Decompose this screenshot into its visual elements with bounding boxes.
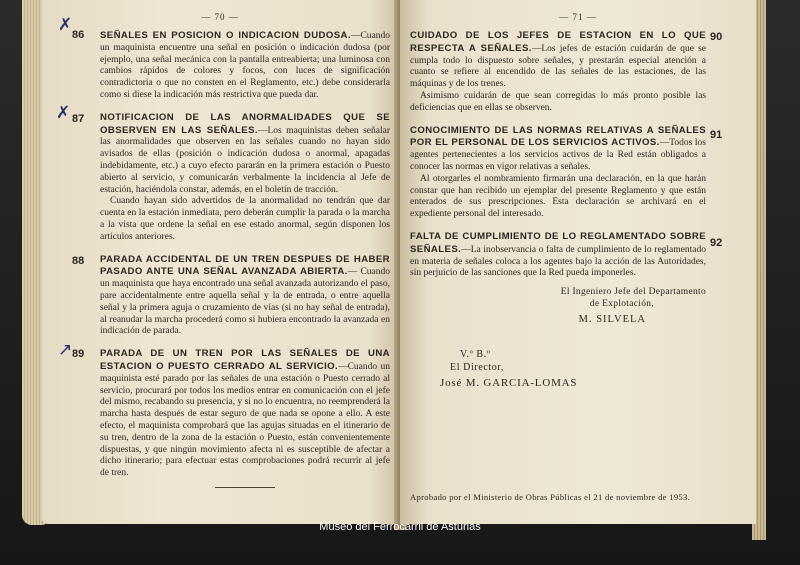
article-paragraph: —Todos los agentes pertenecientes a los servicios activos de la Red están obligados a conocer las normas en vigor relativas a señales. bbox=[410, 138, 706, 172]
article-number-87: 87 bbox=[72, 113, 85, 125]
director-title: El Director, bbox=[450, 361, 505, 373]
article-heading: SEÑALES EN POSICION O INDICACION DUDOSA. bbox=[100, 30, 351, 41]
article-heading: CUIDADO DE LOS JEFES DE ESTACION EN LO QUE RESPECTA A SEÑALES. bbox=[410, 30, 706, 54]
handwritten-x-mark: ✗ bbox=[58, 15, 73, 35]
signature-block bbox=[410, 287, 706, 325]
right-page bbox=[400, 0, 756, 524]
article-92 bbox=[410, 231, 706, 280]
article-paragraph: Al otorgarles el nombramiento firmarán una declaración, en la que harán constar que han recibido un ejemplar del presente Reglamento y que están enterados de sus prescripciones. Esta declaración se archivará en el expediente personal del interesado. bbox=[410, 173, 706, 220]
article-number-89: 89 bbox=[72, 348, 85, 360]
article-paragraph: — Cuando un maquinista que haya encontrado una señal avanzada autorizando el paso, pare accidentalmente entre aquella señal y la de entrada, o entre aquella señal y la primera aguja o cruzamiento de vías (si no hay señal de entrada), al reanudar la marcha procederá como si hubiera encontrado la avanzada en indicación de parada. bbox=[100, 267, 391, 337]
article-number-90: 90 bbox=[710, 31, 723, 43]
article-91 bbox=[410, 125, 706, 221]
signature-name: M. SILVELA bbox=[578, 313, 646, 325]
approval-block bbox=[440, 348, 706, 390]
vb-label: V.º B.º bbox=[460, 348, 491, 360]
article-heading: PARADA ACCIDENTAL DE UN TREN DESPUES DE HABER PASADO ANTE UNA SEÑAL AVANZADA ABIERTA. bbox=[100, 253, 390, 278]
right-text-column bbox=[410, 30, 706, 390]
article-number-88: 88 bbox=[72, 255, 85, 267]
ministry-approval-note: Aprobado por el Ministerio de Obras Públicas el 21 de noviembre de 1953. bbox=[410, 492, 691, 502]
article-heading: CONOCIMIENTO DE LAS NORMAS RELATIVAS A SEÑALES POR EL PERSONAL DE LOS SERVICIOS ACTIVOS. bbox=[410, 124, 706, 149]
article-number-91: 91 bbox=[710, 129, 723, 141]
article-paragraph: Asimismo cuidarán de que sean corregidas lo más pronto posible las deficiencias que en ellas se observen. bbox=[410, 90, 706, 113]
left-page-number: — 70 — bbox=[201, 12, 239, 22]
left-page bbox=[42, 0, 398, 524]
end-rule bbox=[215, 487, 275, 488]
article-paragraph: —Los jefes de estación cuidarán de que se cumpla todo lo dispuesto sobre señales, y prestarán especial atención a cuanto se refiere al encendido de las señales de las estaciones, de las máquinas y de los trenes. bbox=[410, 43, 706, 90]
article-number-92: 92 bbox=[710, 237, 723, 249]
article-paragraph: —Cuando un maquinista esté parado por las señales de una estación o Puesto cerrado al servicio, procurará por todos los medios entrar en comunicación con el jefe del mismo, recabando su presencia, y si no lo encuentra, no reemprenderá la marcha hasta después de estar seguro de que nada se opone a ello. A este efecto, el maquinista comprobará que las agujas situadas en el itinerario de su tren, dentro de la zona de la estación o Puesto, están convenientemente dispuestas, y que ningún movimiento afecta ni es susceptible de afectar a dicho itinerario; para efectuar estas comprobaciones podrá recurrir al jefe de tren. bbox=[100, 361, 390, 479]
article-heading: PARADA DE UN TREN POR LAS SEÑALES DE UNA ESTACION O PUESTO CERRADO AL SERVICIO. bbox=[100, 348, 390, 372]
right-page-number: — 71 — bbox=[559, 12, 597, 22]
article-paragraph: —La inobservancia o falta de cumplimiento de lo reglamentado en materia de señales coloca a los agentes bajo la acción de las Autoridades, sin perjuicio de las sanciones que la Red pueda imponerles. bbox=[410, 244, 706, 279]
article-89 bbox=[100, 348, 390, 480]
article-87 bbox=[100, 112, 390, 244]
handwritten-x-mark: ✗ bbox=[56, 103, 71, 123]
left-text-column bbox=[100, 30, 390, 488]
article-paragraph: —Cuando un maquinista encuentre una señal en posición o indicación dudosa (por ejemplo, una señal mecánica con la pantalla entreabierta; una luminosa con cambios rápidos de colores y focos, con luces de significación contradictoria o que no consten en el Reglamento, etc.) debe considerarla como si diese la indicación más restrictiva que pueda dar. bbox=[100, 31, 390, 100]
article-heading: FALTA DE CUMPLIMIENTO DE LO REGLAMENTADO SOBRE SEÑALES. bbox=[410, 230, 706, 255]
article-90 bbox=[410, 30, 706, 115]
article-heading: NOTIFICACION DE LAS ANORMALIDADES QUE SE OBSERVEN EN LAS SEÑALES. bbox=[100, 111, 390, 136]
director-name: José M. GARCIA-LOMAS bbox=[440, 376, 578, 389]
article-number-86: 86 bbox=[72, 29, 85, 41]
handwritten-check-mark: ↗ bbox=[58, 340, 73, 360]
museum-watermark: Museo del Ferrocarril de Asturias bbox=[319, 521, 481, 533]
article-paragraph: —Los maquinistas deben señalar las anormalidades que observen en las señales cuando no hayan sido avisados de ellas (posición o indicación dudosa o anormal, apagadas indebidamente, etc.) a cuyo efecto pararán en la primera estación o Puesto abierto al servicio, y comunicarán verbalmente la incidencia al Jefe de estación, haciéndola constar, además, en el boletín de tracción. bbox=[100, 125, 391, 195]
signature-title-line2: de Explotación, bbox=[589, 298, 654, 309]
article-86 bbox=[100, 30, 390, 102]
signature-title-line1: El Ingeniero Jefe del Departamento bbox=[560, 287, 706, 298]
article-88 bbox=[100, 254, 390, 339]
article-paragraph: Cuando hayan sido advertidos de la anormalidad no tendrán que dar cuenta en la estación inmediata, pero deberán cumplir la parada o la marcha a la vista que ordene la señal en ese estado anormal, según disponen los artículos anteriores. bbox=[100, 196, 390, 242]
